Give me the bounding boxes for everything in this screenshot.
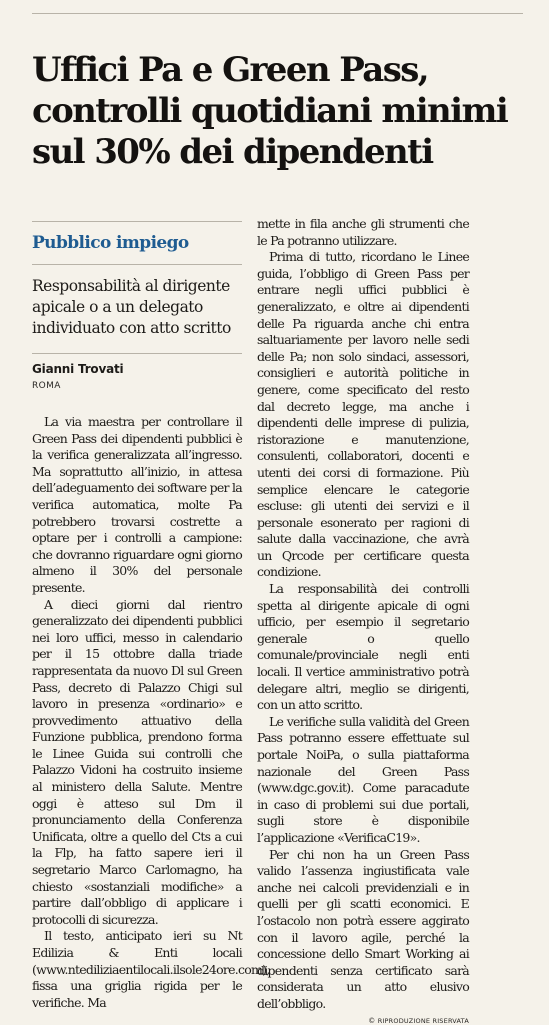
top-divider [32, 13, 523, 14]
author-name: Gianni Trovati [32, 362, 124, 376]
dateline: ROMA [32, 381, 61, 391]
copyright-notice [257, 1017, 469, 1025]
right-column [257, 216, 469, 1025]
article-subheading: Responsabilità al dirigente apicale o a un delegato individuato con atto scritto [32, 277, 231, 337]
copyright-text: RIPRODUZIONE RISERVATA [377, 1016, 469, 1025]
article-headline: Uffici Pa e Green Pass, controlli quotidiani minimi sul 30% dei dipendenti [32, 50, 508, 172]
body-paragraph: La via maestra per controllare il Green Pass dei dipendenti pubblici è la verifica generalizzata all’ingresso. Ma soprattutto all’inizio, in attesa dell’adeguamento dei software per la verifica automatica, molte Pa potrebbero trovarsi costrette a optare per i controlli a campione: che dovranno riguardare ogni giorno almeno il 30% del personale presente. [32, 414, 242, 595]
copyright-icon: © [368, 1016, 376, 1025]
body-paragraph: Per chi non ha un Green Pass valido l’assenza ingiustificata vale anche nei calcoli previdenziali e in quelli per gli scatti economici. E l’ostacolo non potrà essere aggirato con il lavoro agile, perché la concessione dello Smart Working ai dipendenti senza certificato sarà considerata un atto elusivo dell’obbligo. [257, 846, 469, 1011]
body-paragraph: mette in fila anche gli strumenti che le Pa potranno utilizzare. [257, 216, 469, 248]
body-paragraph: Prima di tutto, ricordano le Linee guida, l’obbligo di Green Pass per entrare negli uffici pubblici è generalizzato, e oltre ai dipendenti delle Pa riguarda anche chi entra saltuariamente per lavoro nelle sedi delle Pa; non solo sindaci, assessori, consiglieri e autorità politiche in genere, come specificato del resto dal decreto legge, ma anche i dipendenti delle imprese di pulizia, ristorazione e manutenzione, consulenti, collaboratori, docenti e utenti dei corsi di formazione. Più semplice elencare le categorie escluse: gli utenti dei servizi e il personale esonerato per ragioni di salute dalla vaccinazione, che avrà un Qrcode per certificare questa condizione. [257, 249, 469, 580]
section-divider [32, 221, 242, 222]
section-label: Pubblico impiego [32, 233, 189, 253]
body-paragraph: Le verifiche sulla validità del Green Pass potranno essere effettuate sul portale NoiPa, o sulla piattaforma nazionale del Green Pass (www.dgc.gov.it). Come paracadute in caso di problemi sui due portali, sugli store è disponibile l’applicazione «VerificaC19». [257, 713, 469, 845]
body-paragraph: La responsabilità dei controlli spetta al dirigente apicale di ogni ufficio, per esempio il segretario generale o quello comunale/provinciale negli enti locali. Il vertice amministrativo potrà delegare altri, meglio se dirigenti, con un atto scritto. [257, 581, 469, 713]
section-divider-bottom [32, 264, 242, 265]
left-body [32, 414, 270, 1011]
left-column [32, 221, 270, 1011]
right-body [257, 216, 469, 1013]
byline-divider [32, 353, 242, 354]
body-paragraph: Il testo, anticipato ieri su Nt Edilizia & Enti locali (www.ntediliziaentilocali.ilsole24ore.com), fissa una griglia rigida per le verifiche. Ma [32, 928, 270, 1010]
body-paragraph: A dieci giorni dal rientro generalizzato dei dipendenti pubblici nei loro uffici, messo in calendario per il 15 ottobre dalla triade rappresentata da nuovo Dl sul Green Pass, decreto di Palazzo Chigi sul lavoro in presenza «ordinario» e provvedimento attuativo della Funzione pubblica, prendono forma le Linee Guida sui controlli che Palazzo Vidoni ha costruito insieme al ministero della Salute. Mentre oggi è atteso sul Dm il pronunciamento della Conferenza Unificata, oltre a quello del Cts a cui la Flp, ha fatto sapere ieri il segretario Marco Carlomagno, ha chiesto «sostanziali modifiche» a partire dall’obbligo di applicare i protocolli di sicurezza. [32, 596, 242, 927]
